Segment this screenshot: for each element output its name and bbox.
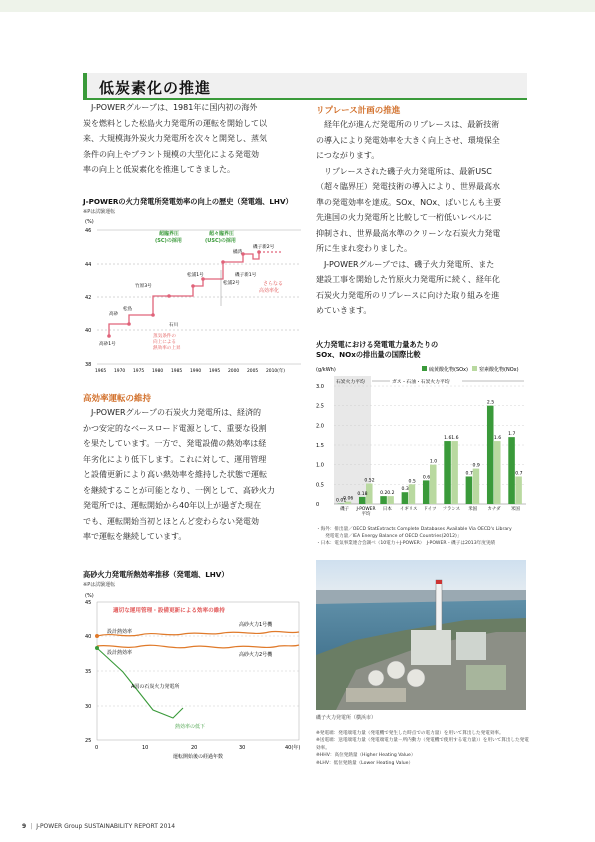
bar-nox — [451, 441, 458, 504]
category-label: 米国 — [468, 507, 478, 512]
chart3-ytick: 0 — [316, 502, 320, 508]
bar-value-label: 0.9 — [472, 463, 480, 469]
legend-sox: 硫黄酸化物(SOx) — [429, 367, 468, 373]
label-sc — [155, 230, 182, 244]
legend-nox: 窒素酸化物(NOx) — [479, 367, 519, 373]
bar-value-label: 1.0 — [429, 459, 438, 465]
chart1-ytick: 42 — [85, 295, 92, 301]
chart1-xtick: 1995 — [209, 369, 221, 374]
source-note: ・海外：排出量／OECD StatExtracts Complete Databases Available Via OECD's Library — [316, 527, 512, 532]
bar-value-label: 0.6 — [422, 475, 431, 481]
chart2-xlabel: 運転開始後の経過年数 — [173, 754, 224, 760]
chart1-title: J-POWERの火力発電所発電効率の向上の歴史（発電端、LHV） — [83, 197, 293, 206]
body2-line: につながります。 — [316, 151, 380, 160]
chart2-plantA: A国の石炭火力発電所 — [131, 684, 180, 690]
category-label: 平均 — [361, 512, 371, 517]
label-sc-line2: (SC)の採用 — [155, 238, 182, 244]
chart3-title-line: SOx、NOxの排出量の国際比較 — [316, 350, 421, 359]
legend-sox-swatch — [422, 366, 427, 371]
legend-nox-swatch — [472, 366, 477, 371]
body2-line: 先進国の火力発電所と比較して一桁低いレベルに — [316, 213, 492, 222]
chart1-xtick: 1965 — [95, 369, 107, 374]
footnote: ※送電端：送電端電力量（発電端電力量－所内動力（発電機で使用する電力量））を用いて算出した発電効率。 — [316, 738, 529, 751]
footer-divider: | — [30, 823, 33, 830]
chart1-ytick: 44 — [85, 262, 92, 268]
chart3-unit: (g/kWh) — [316, 367, 336, 373]
label-higher — [259, 280, 285, 294]
label-steam — [153, 332, 181, 351]
bar-sox — [466, 476, 473, 504]
category-label: カナダ — [487, 507, 501, 512]
bar-nox — [473, 469, 480, 504]
chart2-xtick: 20 — [191, 745, 198, 751]
chart3-yticks — [316, 384, 324, 508]
intro-line: 炭を燃料とした松島火力発電所の運転を開始して以 — [83, 118, 267, 128]
bar-sox — [402, 492, 409, 504]
label-sc-line1: 超臨界圧 — [159, 231, 180, 237]
emissions-comparison-chart — [312, 362, 530, 527]
label-higher-line2: 高効率化 — [259, 288, 280, 294]
chart1-xtick: 2010(年) — [266, 369, 285, 374]
efficiency-paragraph — [83, 405, 298, 545]
subheading-replace: リプレース計画の推進 — [316, 106, 401, 116]
subheading-efficiency: 高効率運転の維持 — [83, 394, 152, 404]
chart2-note: ※Pは試験運転 — [83, 582, 116, 588]
bar-value-label: 0.7 — [515, 471, 523, 477]
chart2-xtick: 10 — [142, 745, 149, 751]
chart1-ytick: 46 — [85, 228, 92, 234]
coal-average-band — [334, 376, 371, 504]
intro-line: 率の向上と低炭素化を推進してきました。 — [83, 165, 235, 174]
label-matsuura2: 松浦2号 — [223, 281, 240, 286]
bar-value-label: 0.2 — [387, 491, 395, 497]
page-footer — [22, 823, 175, 830]
category-label: ドイツ — [423, 507, 437, 512]
chart1-unit: (%) — [85, 219, 94, 225]
label-isogo2: 磯子新2号 — [253, 245, 275, 250]
bar-value-label: 0.7 — [465, 471, 473, 477]
design-point-2 — [95, 646, 99, 650]
chart1-xtick: 1970 — [114, 369, 126, 374]
label-tachibana: 橘湾 — [233, 250, 243, 255]
body1-line: を果たしています。一方で、発電設備の熱効率は経 — [83, 439, 267, 448]
bar-nox — [430, 465, 437, 504]
chart3-title — [316, 340, 531, 360]
label-usc-line1: 超々臨界圧 — [209, 231, 235, 237]
chart2-design1: 設計熱効率 — [107, 629, 133, 635]
intro-line: 来、大規模海外炭火力発電所を次々と開発し、蒸気 — [83, 134, 267, 143]
bar-nox — [494, 441, 501, 504]
chart3-source-notes — [316, 526, 531, 547]
bar-value-label: 1.6 — [493, 436, 502, 442]
bar-sox — [380, 496, 387, 504]
power-station-illustration — [316, 560, 526, 710]
label-takehara3: 竹原3号 — [135, 284, 152, 289]
bar-value-label: 2.5 — [486, 400, 495, 406]
label-isogo1: 磯子新1号 — [235, 273, 257, 278]
top-band — [0, 0, 595, 12]
body1-line: かつ安定的なベースロード電源として、重要な役割 — [83, 423, 267, 433]
replace-paragraph — [316, 117, 528, 319]
label-matsushima: 松島 — [123, 307, 133, 312]
category-label: イギリス — [399, 507, 418, 512]
body2-line: の導入により発電効率を大きく向上させ、環境保全 — [316, 135, 500, 145]
chart1-xtick: 1975 — [133, 369, 145, 374]
footer-text: J-POWER Group SUSTAINABILITY REPORT 2014 — [36, 823, 176, 830]
chart1-note: ※Pは試験運転 — [83, 209, 116, 215]
bar-value-label: 0.06 — [343, 496, 354, 502]
footnote: ※発電端：発電端電力量（発電機で発生した時点での電力量）を用いて算出した発電効率。 — [316, 731, 504, 736]
page-number: 9 — [22, 823, 27, 830]
chart2-unit: (%) — [85, 593, 94, 599]
chart2-banner: 適切な運用管理・設備更新による効率の維持 — [113, 608, 225, 614]
body1-line: を継続することが可能となり、一例として、高砂火力 — [83, 485, 275, 495]
body1-line: J-POWERグループの石炭火力発電所は、経済的 — [91, 408, 261, 417]
chart3-ytick: 3.0 — [316, 384, 324, 390]
chart2-unit2: 高砂火力2号機 — [239, 652, 273, 658]
bar-value-label: 0.18 — [357, 491, 368, 497]
intro-line: J-POWERグループは、1981年に国内初の海外 — [91, 103, 258, 112]
bar-value-label: 0.52 — [364, 478, 375, 484]
bar-sox — [359, 497, 366, 504]
group-label-coal: 石炭火力平均 — [336, 380, 365, 385]
bar-nox — [387, 496, 394, 504]
footnotes — [316, 730, 531, 767]
chart2-xtick: 0 — [95, 745, 99, 751]
body1-line: でも、運転開始当初とほとんど変わらない発電効 — [83, 516, 259, 526]
chart1-xtick: 1985 — [171, 369, 183, 374]
efficiency-history-chart — [83, 214, 305, 374]
chart1-xtick: 1980 — [152, 369, 164, 374]
body2-line: リプレースされた磯子火力発電所は、最新USC — [324, 166, 492, 176]
intro-line: 条件の向上やプラント規模の大型化による発電効 — [83, 149, 259, 159]
label-steam-line3: 熱効率の上昇 — [153, 346, 181, 351]
category-label: フランス — [442, 507, 461, 512]
bar-nox — [409, 484, 416, 504]
bar-value-label: 1.7 — [508, 432, 516, 438]
efficiency-line — [109, 252, 259, 336]
bar-value-label: 1.6 — [451, 436, 459, 442]
photo-caption: 磯子火力発電所（横浜市） — [316, 715, 377, 721]
chart2-unit1: 高砂火力1号機 — [239, 622, 273, 628]
body1-line: 発電所では、運転開始から40年以上が過ぎた現在 — [83, 501, 262, 510]
bar-value-label: 0.2 — [380, 491, 388, 497]
chart3-ytick: 2.0 — [316, 423, 324, 430]
chart3-ytick: 1.5 — [316, 443, 324, 449]
body2-line: （超々臨界圧）発電技術の導入により、世界最高水 — [316, 182, 500, 191]
bar-value-label: 1.6 — [444, 436, 452, 442]
chart3-category-labels — [340, 505, 520, 517]
bar-sox — [444, 441, 451, 504]
chart2-design2: 設計熱効率 — [107, 650, 133, 656]
chart2-ytick: 40 — [85, 634, 92, 640]
chart1-xtick: 2005 — [247, 369, 259, 374]
label-matsuura1: 松浦1号 — [187, 273, 204, 278]
bar-value-label: 0.01 — [336, 498, 347, 504]
chart2-ytick: 35 — [85, 669, 92, 675]
body2-line: 経年化が進んだ発電所のリプレースは、最新技術 — [324, 120, 500, 129]
body2-line: めていきます。 — [316, 306, 372, 315]
bar-nox — [515, 476, 522, 504]
body2-line: 石炭火力発電所のリプレースに向けた取り組みを進 — [316, 290, 500, 300]
body2-line: 建設工事を開始した竹原火力発電所に続く、経年化 — [316, 275, 500, 284]
isogo-power-station-photo — [316, 560, 526, 710]
category-label: J-POWER — [356, 507, 376, 512]
category-label: 磯子 — [340, 507, 350, 512]
label-higher-line1: さらなる — [263, 281, 284, 287]
chart2-xtick: 30 — [239, 745, 246, 751]
chart2-ytick: 30 — [85, 704, 92, 710]
body1-line: と設備更新により高い熱効率を維持した状態で運転 — [83, 470, 267, 479]
body2-line: 準の発電効率を達成。SOx、NOx、ばいじんも主要 — [316, 197, 502, 207]
chart3-ytick: 0.5 — [316, 482, 324, 489]
footnote: ※HHV：高位発熱量（Higher Heating Value） — [316, 753, 416, 759]
bar-value-label: 0.5 — [408, 479, 416, 485]
body1-line: 率で運転を継続しています。 — [83, 532, 187, 541]
chart3-ytick: 1.0 — [316, 462, 324, 469]
bar-value-label: 0.3 — [401, 487, 409, 493]
label-takasago: 高砂 — [109, 312, 119, 317]
chart1-ytick: 40 — [85, 328, 92, 334]
footnote: ※LHV：低位発熱量（Lower Heating Value） — [316, 760, 414, 766]
bar-sox — [423, 480, 430, 504]
chart1-ytick: 38 — [85, 362, 92, 368]
label-usc — [205, 230, 236, 244]
chart1-grid — [97, 230, 301, 364]
intro-paragraph — [83, 100, 298, 178]
category-label: 米国 — [510, 507, 520, 512]
plant-markers — [107, 250, 261, 338]
label-ishikawa: 石川 — [169, 323, 179, 328]
design-point-1 — [95, 634, 99, 638]
bar-sox — [508, 437, 515, 504]
category-label: 日本 — [382, 507, 392, 512]
bar-sox — [487, 406, 494, 504]
chart2-ytick: 25 — [85, 738, 92, 744]
chart2-xtick: 40(年) — [285, 745, 301, 751]
chart1-xtick: 2000 — [228, 369, 240, 374]
thermal-efficiency-chart — [83, 590, 305, 765]
section-heading — [83, 73, 527, 100]
source-note: ・日本：電気事業連合会調べ（10電力＋J-POWER） J-POWER・磯子は2013年度実績 — [316, 541, 496, 546]
section-title: 低炭素化の推進 — [99, 79, 212, 97]
chart2-ytick: 45 — [85, 600, 92, 606]
label-steam-line2: 向上による — [153, 340, 176, 345]
chart2-title: 高砂火力発電所熱効率推移（発電端、LHV） — [83, 570, 229, 579]
chart1-xtick: 1990 — [190, 369, 202, 374]
chart2-drop: 熱効率の低下 — [175, 724, 206, 730]
source-note: 発電電力量／IEA Energy Balance of OECD Countries(2012)」 — [316, 534, 462, 539]
label-steam-line1: 蒸気条件の — [153, 334, 176, 339]
group-label-all: ガス・石油・石炭火力平均 — [392, 380, 450, 385]
chart3-title-line: 火力発電における発電電力量あたりの — [316, 340, 439, 349]
label-usc-line2: (USC)の採用 — [205, 238, 236, 244]
chart3-ytick: 2.5 — [316, 403, 324, 410]
label-takasago1: 高砂1号 — [99, 342, 116, 347]
body2-line: 所に生まれ変わりました。 — [316, 244, 412, 253]
body2-line: 抑制され、世界最高水準のクリーンな石炭火力発電 — [316, 228, 501, 238]
body1-line: 年劣化により低下します。これに対して、運用管理 — [83, 454, 267, 464]
body2-line: J-POWERグループでは、磯子火力発電所、また — [324, 259, 495, 269]
